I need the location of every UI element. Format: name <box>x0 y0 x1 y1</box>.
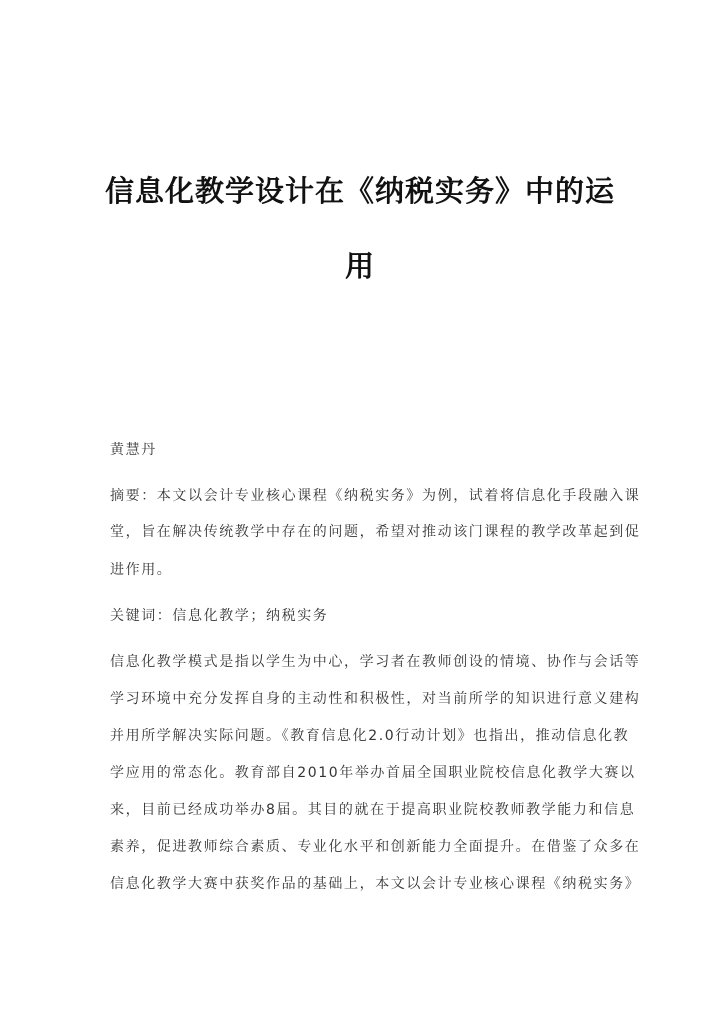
abstract-line-2: 堂，旨在解决传统教学中存在的问题，希望对推动该门课程的教学改革起到促 <box>110 524 641 540</box>
abstract-line-1: 摘要：本文以会计专业核心课程《纳税实务》为例，试着将信息化手段融入课 <box>110 488 641 504</box>
author-name: 黄慧丹 <box>110 442 157 458</box>
body-line-2: 学习环境中充分发挥自身的主动性和积极性，对当前所学的知识进行意义建构 <box>110 691 641 707</box>
body-line-7: 信息化教学大赛中获奖作品的基础上，本文以会计专业核心课程《纳税实务》 <box>110 876 641 892</box>
title-line-1: 信息化教学设计在《纳税实务》中的运 <box>104 174 615 208</box>
body-line-3: 并用所学解决实际问题。《教育信息化2.0行动计划》也指出，推动信息化教 <box>110 728 630 744</box>
title-line-2: 用 <box>344 249 375 283</box>
body-line-4: 学应用的常态化。教育部自2010年举办首届全国职业院校信息化教学大赛以 <box>110 765 636 781</box>
keywords: 关键词：信息化教学；纳税实务 <box>110 608 329 624</box>
body-line-1: 信息化教学模式是指以学生为中心，学习者在教师创设的情境、协作与会话等 <box>110 654 641 670</box>
body-line-5: 来，目前已经成功举办8届。其目的就在于提高职业院校教师教学能力和信息 <box>110 802 636 818</box>
body-line-6: 素养，促进教师综合素质、专业化水平和创新能力全面提升。在借鉴了众多在 <box>110 839 641 855</box>
abstract-line-3: 进作用。 <box>110 562 173 578</box>
